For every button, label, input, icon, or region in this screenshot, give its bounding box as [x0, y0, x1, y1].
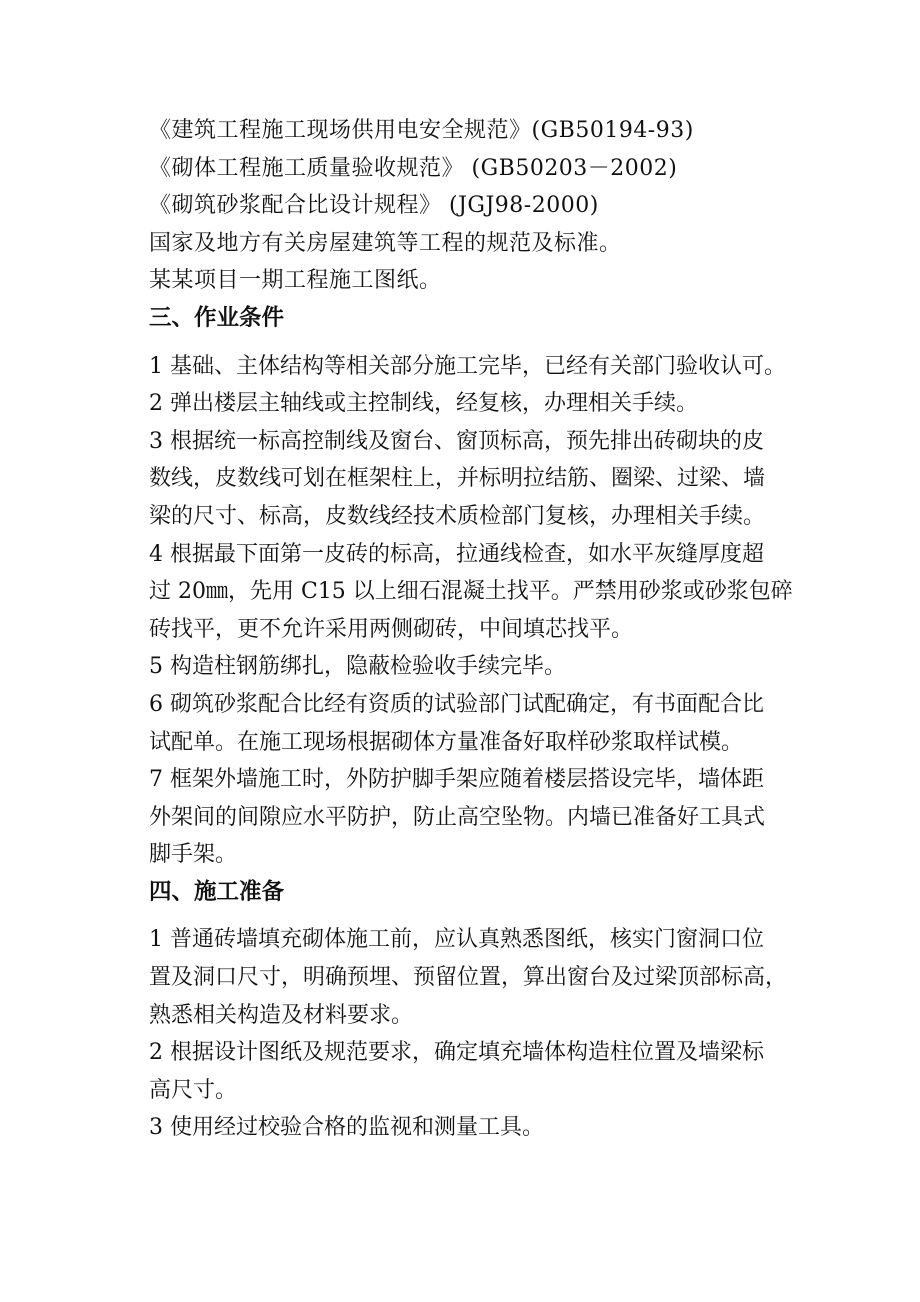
paragraph-line: 数线，皮数线可划在框架柱上，并标明拉结筋、圈梁、过梁、墙 [149, 466, 766, 492]
reference-line: 某某项目一期工程施工图纸。 [149, 268, 442, 294]
reference-list [149, 112, 849, 300]
paragraph-line: 砖找平，更不允许采用两侧砌砖，中间填芯找平。 [149, 616, 634, 642]
paragraph-line: 1 普通砖墙填充砌体施工前，应认真熟悉图纸，核实门窗洞口位 [149, 927, 764, 953]
section-heading-construction-prep: 四、施工准备 [149, 878, 285, 905]
paragraph-line: 3 使用经过校验合格的监视和测量工具。 [149, 1115, 544, 1141]
section-heading-work-conditions: 三、作业条件 [149, 304, 285, 331]
paragraph-line: 熟悉相关构造及材料要求。 [149, 1002, 414, 1028]
reference-line: 国家及地方有关房屋建筑等工程的规范及标准。 [149, 230, 622, 256]
paragraph-line: 梁的尺寸、标高，皮数线经技术质检部门复核，办理相关手续。 [149, 503, 766, 529]
paragraph-line: 4 根据最下面第一皮砖的标高，拉通线检查，如水平灰缝厚度超 [149, 541, 764, 567]
reference-line: 《砌体工程施工质量验收规范》 (GB50203－2002) [149, 155, 678, 181]
paragraph-line: 高尺寸。 [149, 1077, 238, 1103]
document-body [149, 112, 849, 1147]
paragraph-line: 3 根据统一标高控制线及窗台、窗顶标高，预先排出砖砌块的皮 [149, 428, 764, 454]
reference-line: 《砌筑砂浆配合比设计规程》 (JGJ98-2000) [149, 193, 599, 219]
section-construction-prep [149, 921, 849, 1147]
paragraph-line: 6 砌筑砂浆配合比经有资质的试验部门试配确定，有书面配合比 [149, 691, 764, 717]
paragraph-line: 试配单。在施工现场根据砌体方量准备好取样砂浆取样试模。 [149, 729, 744, 755]
paragraph-line: 2 根据设计图纸及规范要求，确定填充墙体构造柱位置及墙梁标 [149, 1040, 764, 1066]
paragraph-line: 过 20㎜，先用 C15 以上细石混凝土找平。严禁用砂浆或砂浆包碎 [149, 579, 793, 605]
paragraph-line: 置及洞口尺寸，明确预埋、预留位置，算出窗台及过梁顶部标高， [149, 965, 788, 991]
paragraph-line: 脚手架。 [149, 842, 238, 868]
paragraph-line: 1 基础、主体结构等相关部分施工完毕，已经有关部门验收认可。 [149, 353, 786, 379]
reference-line: 《建筑工程施工现场供用电安全规范》(GB50194-93) [149, 118, 694, 143]
paragraph-line: 2 弹出楼层主轴线或主控制线，经复核，办理相关手续。 [149, 391, 698, 417]
section-work-conditions [149, 348, 849, 874]
paragraph-line: 外架间的间隙应水平防护，防止高空坠物。内墙已准备好工具式 [149, 804, 766, 830]
paragraph-line: 7 框架外墙施工时，外防护脚手架应随着楼层搭设完毕，墙体距 [149, 767, 764, 793]
paragraph-line: 5 构造柱钢筋绑扎，隐蔽检验收手续完毕。 [149, 654, 566, 680]
